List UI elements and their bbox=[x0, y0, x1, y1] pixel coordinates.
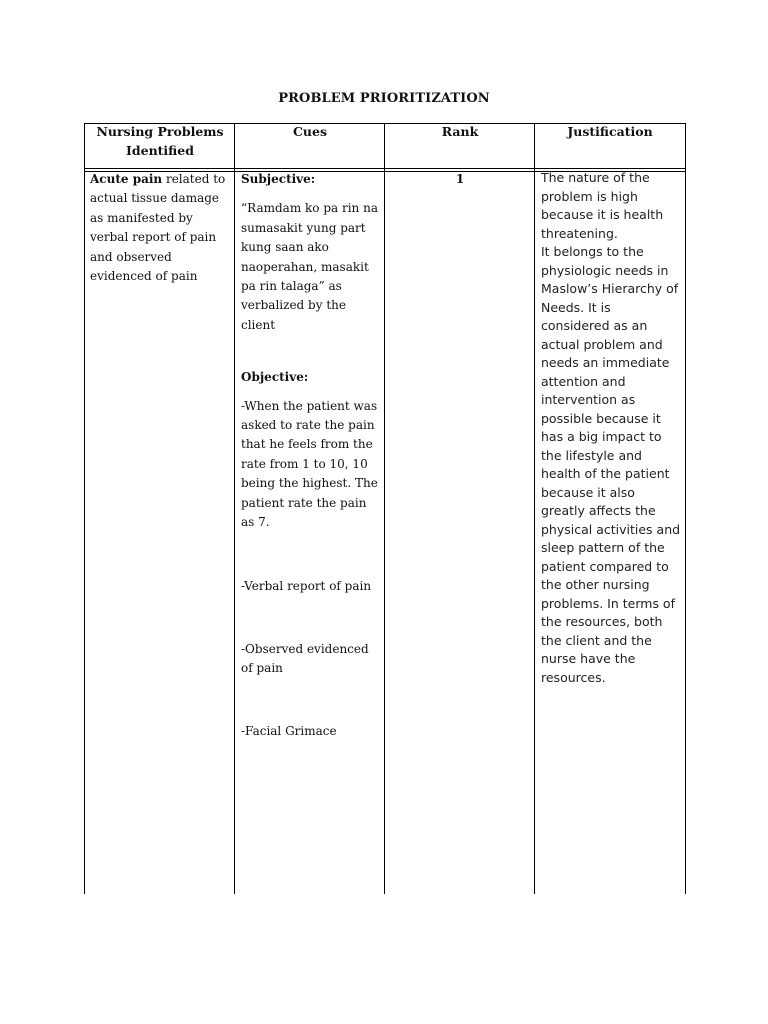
cues-cell bbox=[241, 170, 381, 741]
problem-bold-lead: Acute pain bbox=[90, 172, 163, 186]
column-divider-1 bbox=[234, 123, 235, 894]
header-nursing-problems: Nursing Problems Identified bbox=[96, 124, 224, 158]
justification-paragraph-2: It belongs to the physiologic needs in Maslow’s Hierarchy of Needs. It is considered as an actual problem and needs an immediate attention and intervention as possible because it has a big impact to the lifestyle and health of the patient because it also greatly affects the physical activities and sleep pattern of the patient compared to the other nursing problems. In terms of the resources, both the client and the nurse have the resources. bbox=[541, 244, 681, 685]
header-cues: Cues bbox=[292, 124, 328, 139]
rank-value: 1 bbox=[455, 172, 465, 186]
header-justification: Justification bbox=[567, 124, 653, 139]
column-divider-2 bbox=[384, 123, 385, 894]
objective-cue-observed: -Observed evidenced of pain bbox=[241, 641, 369, 676]
subjective-label: Subjective: bbox=[241, 172, 316, 186]
justification-cell bbox=[541, 169, 681, 687]
page-title: PROBLEM PRIORITIZATION bbox=[278, 91, 490, 106]
objective-cue-rating: -When the patient was asked to rate the pain that he feels from the rate from 1 to 10, 10 being the highest. The patient rate the pain as 7. bbox=[241, 398, 378, 530]
objective-cue-facial-grimace: -Facial Grimace bbox=[241, 723, 337, 738]
column-divider-3 bbox=[534, 123, 535, 894]
justification-paragraph-1: The nature of the problem is high because it is health threatening. bbox=[541, 170, 664, 241]
table-right-border bbox=[685, 123, 686, 894]
subjective-quote: “Ramdam ko pa rin na sumasakit yung part kung saan ako naoperahan, masakit pa rin talaga” as verbalized by the client bbox=[241, 201, 378, 332]
problem-cell bbox=[90, 170, 230, 286]
problem-description: related to actual tissue damage as manifested by verbal report of pain and observed evidenced of pain bbox=[90, 172, 226, 284]
table-left-border bbox=[84, 123, 85, 894]
objective-label: Objective: bbox=[241, 370, 309, 385]
header-rank: Rank bbox=[441, 124, 479, 139]
objective-cue-verbal-report: -Verbal report of pain bbox=[241, 578, 372, 593]
